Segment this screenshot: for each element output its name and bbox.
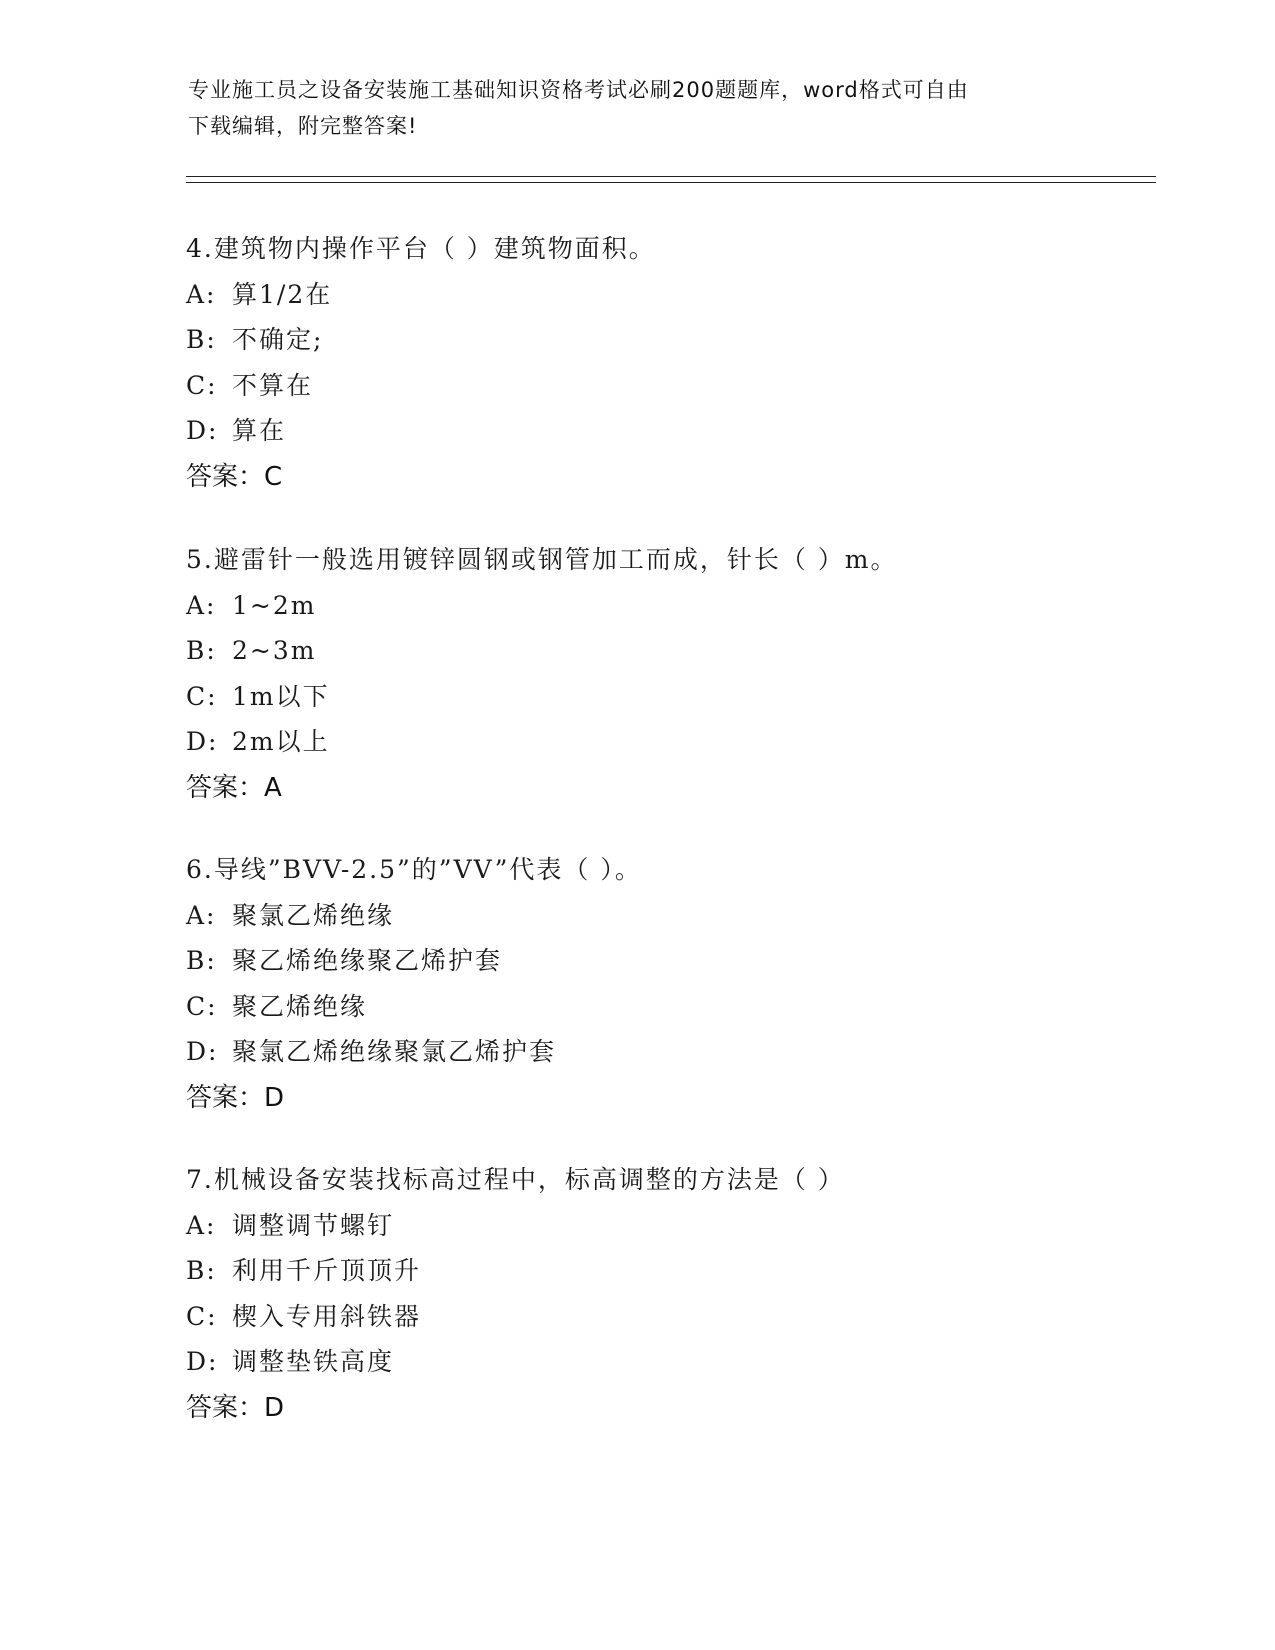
option-label: B: [186, 325, 217, 355]
option-label: C: [186, 681, 218, 711]
option-c [186, 363, 1166, 409]
question-stem: 5.避雷针一般选用镀锌圆钢或钢管加工而成，针长（ ）m。 [186, 545, 898, 574]
option-text: 算1/2在 [232, 279, 333, 309]
option-label: B: [186, 946, 217, 976]
option-b [186, 938, 1166, 984]
question-stem: 7.机械设备安装找标高过程中，标高调整的方法是（ ） [186, 1165, 845, 1194]
option-text: 1m以下 [232, 681, 330, 711]
option-label: C: [186, 991, 218, 1021]
option-text: 1~2m [232, 590, 317, 620]
answer-line: 答案：D [186, 1392, 285, 1423]
option-a [186, 1203, 1166, 1249]
option-b [186, 628, 1166, 674]
answer-line: 答案：D [186, 1082, 285, 1113]
header-divider-top [186, 176, 1156, 177]
option-label: B: [186, 636, 217, 666]
option-label: D: [186, 1347, 219, 1377]
option-text: 聚乙烯绝缘 [232, 991, 368, 1021]
option-label: C: [186, 370, 218, 400]
option-text: 调整调节螺钉 [232, 1210, 395, 1240]
option-text: 算在 [232, 416, 287, 446]
option-text: 聚乙烯绝缘聚乙烯护套 [232, 946, 503, 976]
option-label: B: [186, 1256, 217, 1286]
option-d [186, 1029, 1166, 1075]
header-divider-bottom [186, 182, 1156, 183]
option-label: D: [186, 1037, 219, 1067]
option-c [186, 984, 1166, 1030]
option-text: 调整垫铁高度 [232, 1347, 395, 1377]
option-label: D: [186, 727, 219, 757]
document-header [188, 72, 1068, 144]
option-d [186, 719, 1166, 765]
option-text: 楔入专用斜铁器 [232, 1301, 422, 1331]
option-text: 2~3m [232, 636, 317, 666]
option-label: A: [186, 1210, 217, 1240]
option-text: 不算在 [232, 370, 314, 400]
option-d [186, 408, 1166, 454]
option-label: D: [186, 416, 219, 446]
option-a [186, 583, 1166, 629]
answer-line: 答案：A [186, 772, 282, 803]
header-line-1: 专业施工员之设备安装施工基础知识资格考试必刷200题题库，word格式可自由 [188, 78, 969, 102]
option-label: A: [186, 590, 217, 620]
option-b [186, 1248, 1166, 1294]
question-block [186, 537, 1166, 811]
option-text: 不确定; [232, 325, 324, 355]
option-text: 2m以上 [232, 727, 330, 757]
option-d [186, 1339, 1166, 1385]
header-line-2: 下载编辑，附完整答案! [188, 114, 418, 138]
question-block [186, 226, 1166, 500]
option-b [186, 317, 1166, 363]
option-a [186, 272, 1166, 318]
option-label: A: [186, 279, 217, 309]
option-a [186, 893, 1166, 939]
question-block [186, 1157, 1166, 1431]
option-text: 聚氯乙烯绝缘 [232, 900, 395, 930]
option-text: 利用千斤顶顶升 [232, 1256, 422, 1286]
option-c [186, 674, 1166, 720]
answer-line: 答案：C [186, 461, 283, 492]
option-label: A: [186, 900, 217, 930]
option-text: 聚氯乙烯绝缘聚氯乙烯护套 [232, 1037, 557, 1067]
question-stem: 6.导线”BVV-2.5”的”VV”代表（ ）。 [186, 855, 642, 884]
question-stem: 4.建筑物内操作平台（ ）建筑物面积。 [186, 234, 656, 263]
question-block [186, 847, 1166, 1121]
option-label: C: [186, 1301, 218, 1331]
option-c [186, 1294, 1166, 1340]
